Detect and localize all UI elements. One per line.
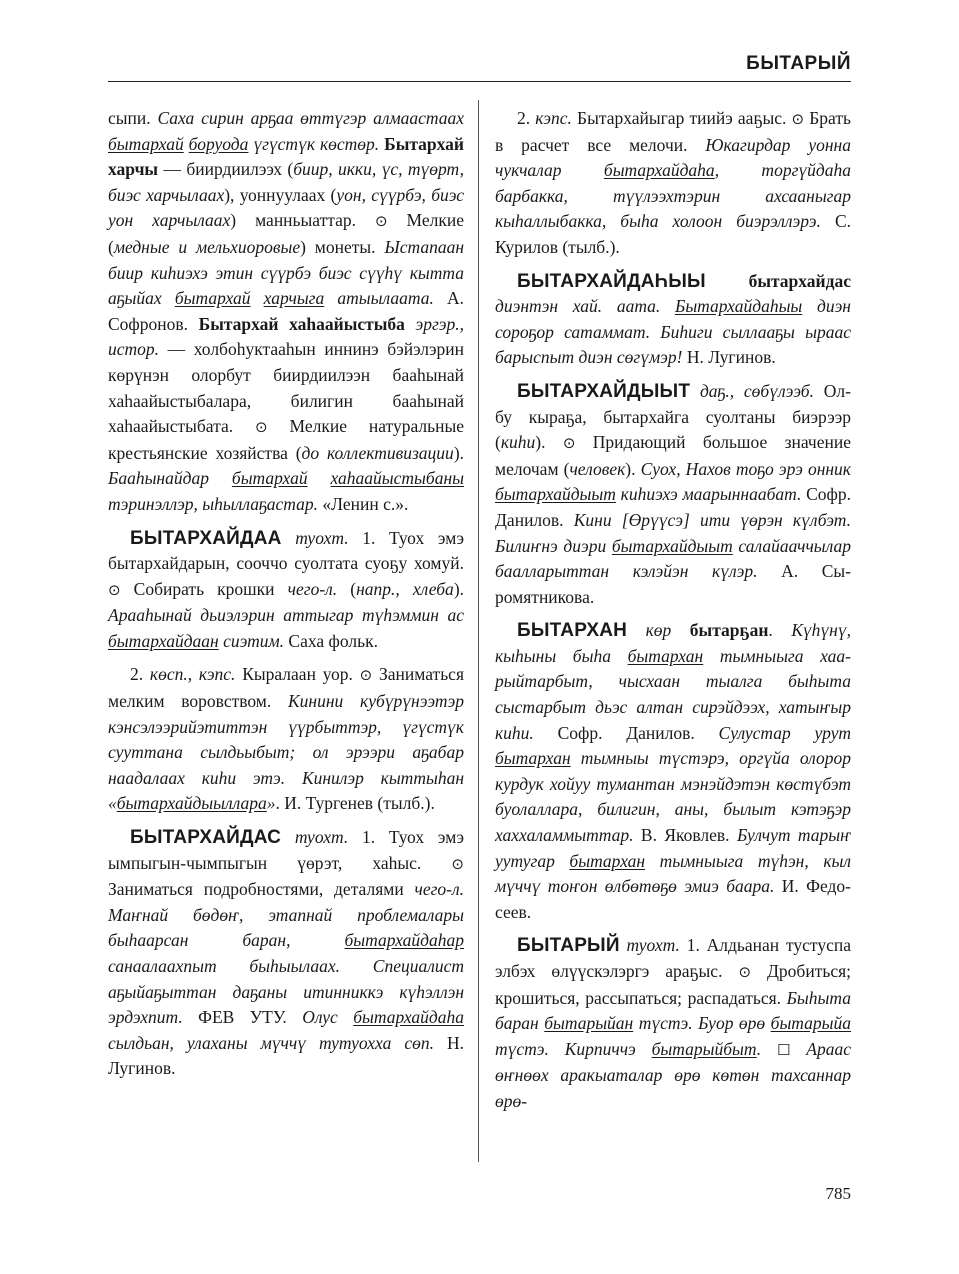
entry-paragraph: БЫТАРХАЙДАҺЫЫ бытархайдас диэнтэн хай. аата. Бытархайдаһыы диэн сороҕор сатаммат. Биһиги сыллааҕы ыраас барыспыт диэн сөгүмэр! Н. Лугинов.	[495, 270, 851, 368]
left-column	[108, 106, 464, 1090]
entry-paragraph: БЫТАРХАЙДЫЫТ даҕ., сөбүлээб. Ол-бу кыраҕа, бытархайга суолтаны биэрээр (киһи). ⊙ Придающий большое значение мелочам (человек). Суох, Нахов тоҕо эрэ онник бытархайдыыт киһиэхэ маарыннаабат. Софр. Данилов. Кини [Өрүүсэ] ити үөрэн күлбэт. Билиҥнэ диэри бытархайдыыт салайааччылар баалларыттан кэлэйэн күлэр. А. Сыромятникова.	[495, 380, 851, 607]
page-number: 785	[825, 1184, 851, 1203]
entry-paragraph: 2. көсп., кэпс. Кыралаан уор. ⊙ Заниматься мелким воровством. Кинини кубүрүнээтэр кэнсэлээрийэтиттэн үүрбыттэр, үгүстүк сууттана сылдьыбыт; ол эрээри аҕабар наадалаах киһи этэ. Кинилэр кыттыһан «бытархайдыыллара». И. Тургенев (тылб.).	[108, 664, 464, 814]
entry-paragraph: 2. кэпс. Бытархайыгар тиийэ ааҕыс. ⊙ Брать в расчет все мелочи. Юкагирдар уонна чукчалар бытархайдаһа, торгүйдаһа барбакка, түүлээхтэрин ахсааныгар кыһаллыбакка, быһа холоон биэрэллэрэ. С. Курилов (тылб.).	[495, 108, 851, 257]
column-divider	[478, 100, 479, 1162]
right-column	[495, 106, 851, 1123]
entry-paragraph: БЫТАРХАЙДАС туохт. 1. Туох эмэ ымпыгын-чымпыгын үөрэт, хаһыс. ⊙ Заниматься подробностями, деталями чего-л. Маҥнай бөдөҥ, этапнай проблемалары быһаарсан баран, бытархайдаһар санаалаахпыт быһыылаах. Специалист аҕыйаҕыттан даҕаны итинниккэ күһэллэн эрдэхпит. ФЕВ УТУ. Олус бытархайдаһа сылдьан, улаханы мүччү тутуохха сөп. Н. Лугинов.	[108, 827, 464, 1079]
running-head: БЫТАРЫЙ	[746, 53, 851, 74]
entry-paragraph: БЫТАРХАН көр бытарҕан. Күһүнү, кыһыны быһа бытархан тымныыга хаарыйтарбыт, чысхаан тыалга быһыта сыстарбыт дьэс алтан сирэйдээх, хатыҥыр киһи. Софр. Данилов. Сулустар урут бытархан тымныы түстэрэ, оргүйа олорор курдук хойуу тумантан мэнэйдэтэн көстүбэт буолаллара, билигин, аны, былыт кэтэҕэр хаххаламмыттар. В. Яковлев. Булчут тарыҥ уутугар бытархан тымныыга түһэн, кыл мүччү тоҥон өлбөтөҕө эмиэ баара. И. Федосеев.	[495, 620, 852, 922]
entry-paragraph: БЫТАРЫЙ туохт. 1. Алдьанан тустуспа элбэх өлүүскэлэргэ араҕыс. ⊙ Дробиться; крошиться, рассыпаться; распадаться. Быһыта баран бытарыйан түстэ. Буор өрө бытарыйа түстэ. Кирпиччэ бытарыйбыт. ☐ Арaас өҥнөөх аракыаталар өрө көтөн тахсаннар өрө-	[495, 935, 852, 1111]
entry-paragraph: БЫТАРХАЙДАА туохт. 1. Туох эмэ бытархайдарын, сооччо суолтата суоҕу хомуй. ⊙ Собирать крошки чего-л. (напр., хлеба). Арааһынай дьиэлэрин аттыгар түһэммин ас бытархайдаан сиэтим. Саха фольк.	[108, 527, 465, 651]
entry-paragraph: сыпи. Саха сирин арҕаа өттүгэр алмаастаах бытархай боруода үгүстүк көстөр. Бытархай харчы — биирдиилээх (биир, икки, үс, түөрт, биэс харчылаах), уоннуулаах (уон, сүүрбэ, биэс уон харчылаах) манньыаттар. ⊙ Мелкие (медные и мельхиоровые) монеты. Ыстапаан биир киһиэхэ этин сүүрбэ биэс сүүһү кытта аҕыйах бытархай харчыга атыылаата. А. Софронов. Бытархай хаһаайыстыба эргэр., истор. — холбоһуктааһын иннинэ бэйэлэрин көрүнэн олорбут биирдиилээн бааһынай хаһаайыстыбалара, билигин бааһынай хаһаайыстыбата. ⊙ Мелкие натуральные крестьянские хозяйства (до коллективизации). Бааһынайдар бытархай хаһаайыстыбаны тэринэллэр, ыһыллаҕастар. «Ленин с.».	[108, 108, 465, 514]
header-rule	[108, 81, 851, 82]
